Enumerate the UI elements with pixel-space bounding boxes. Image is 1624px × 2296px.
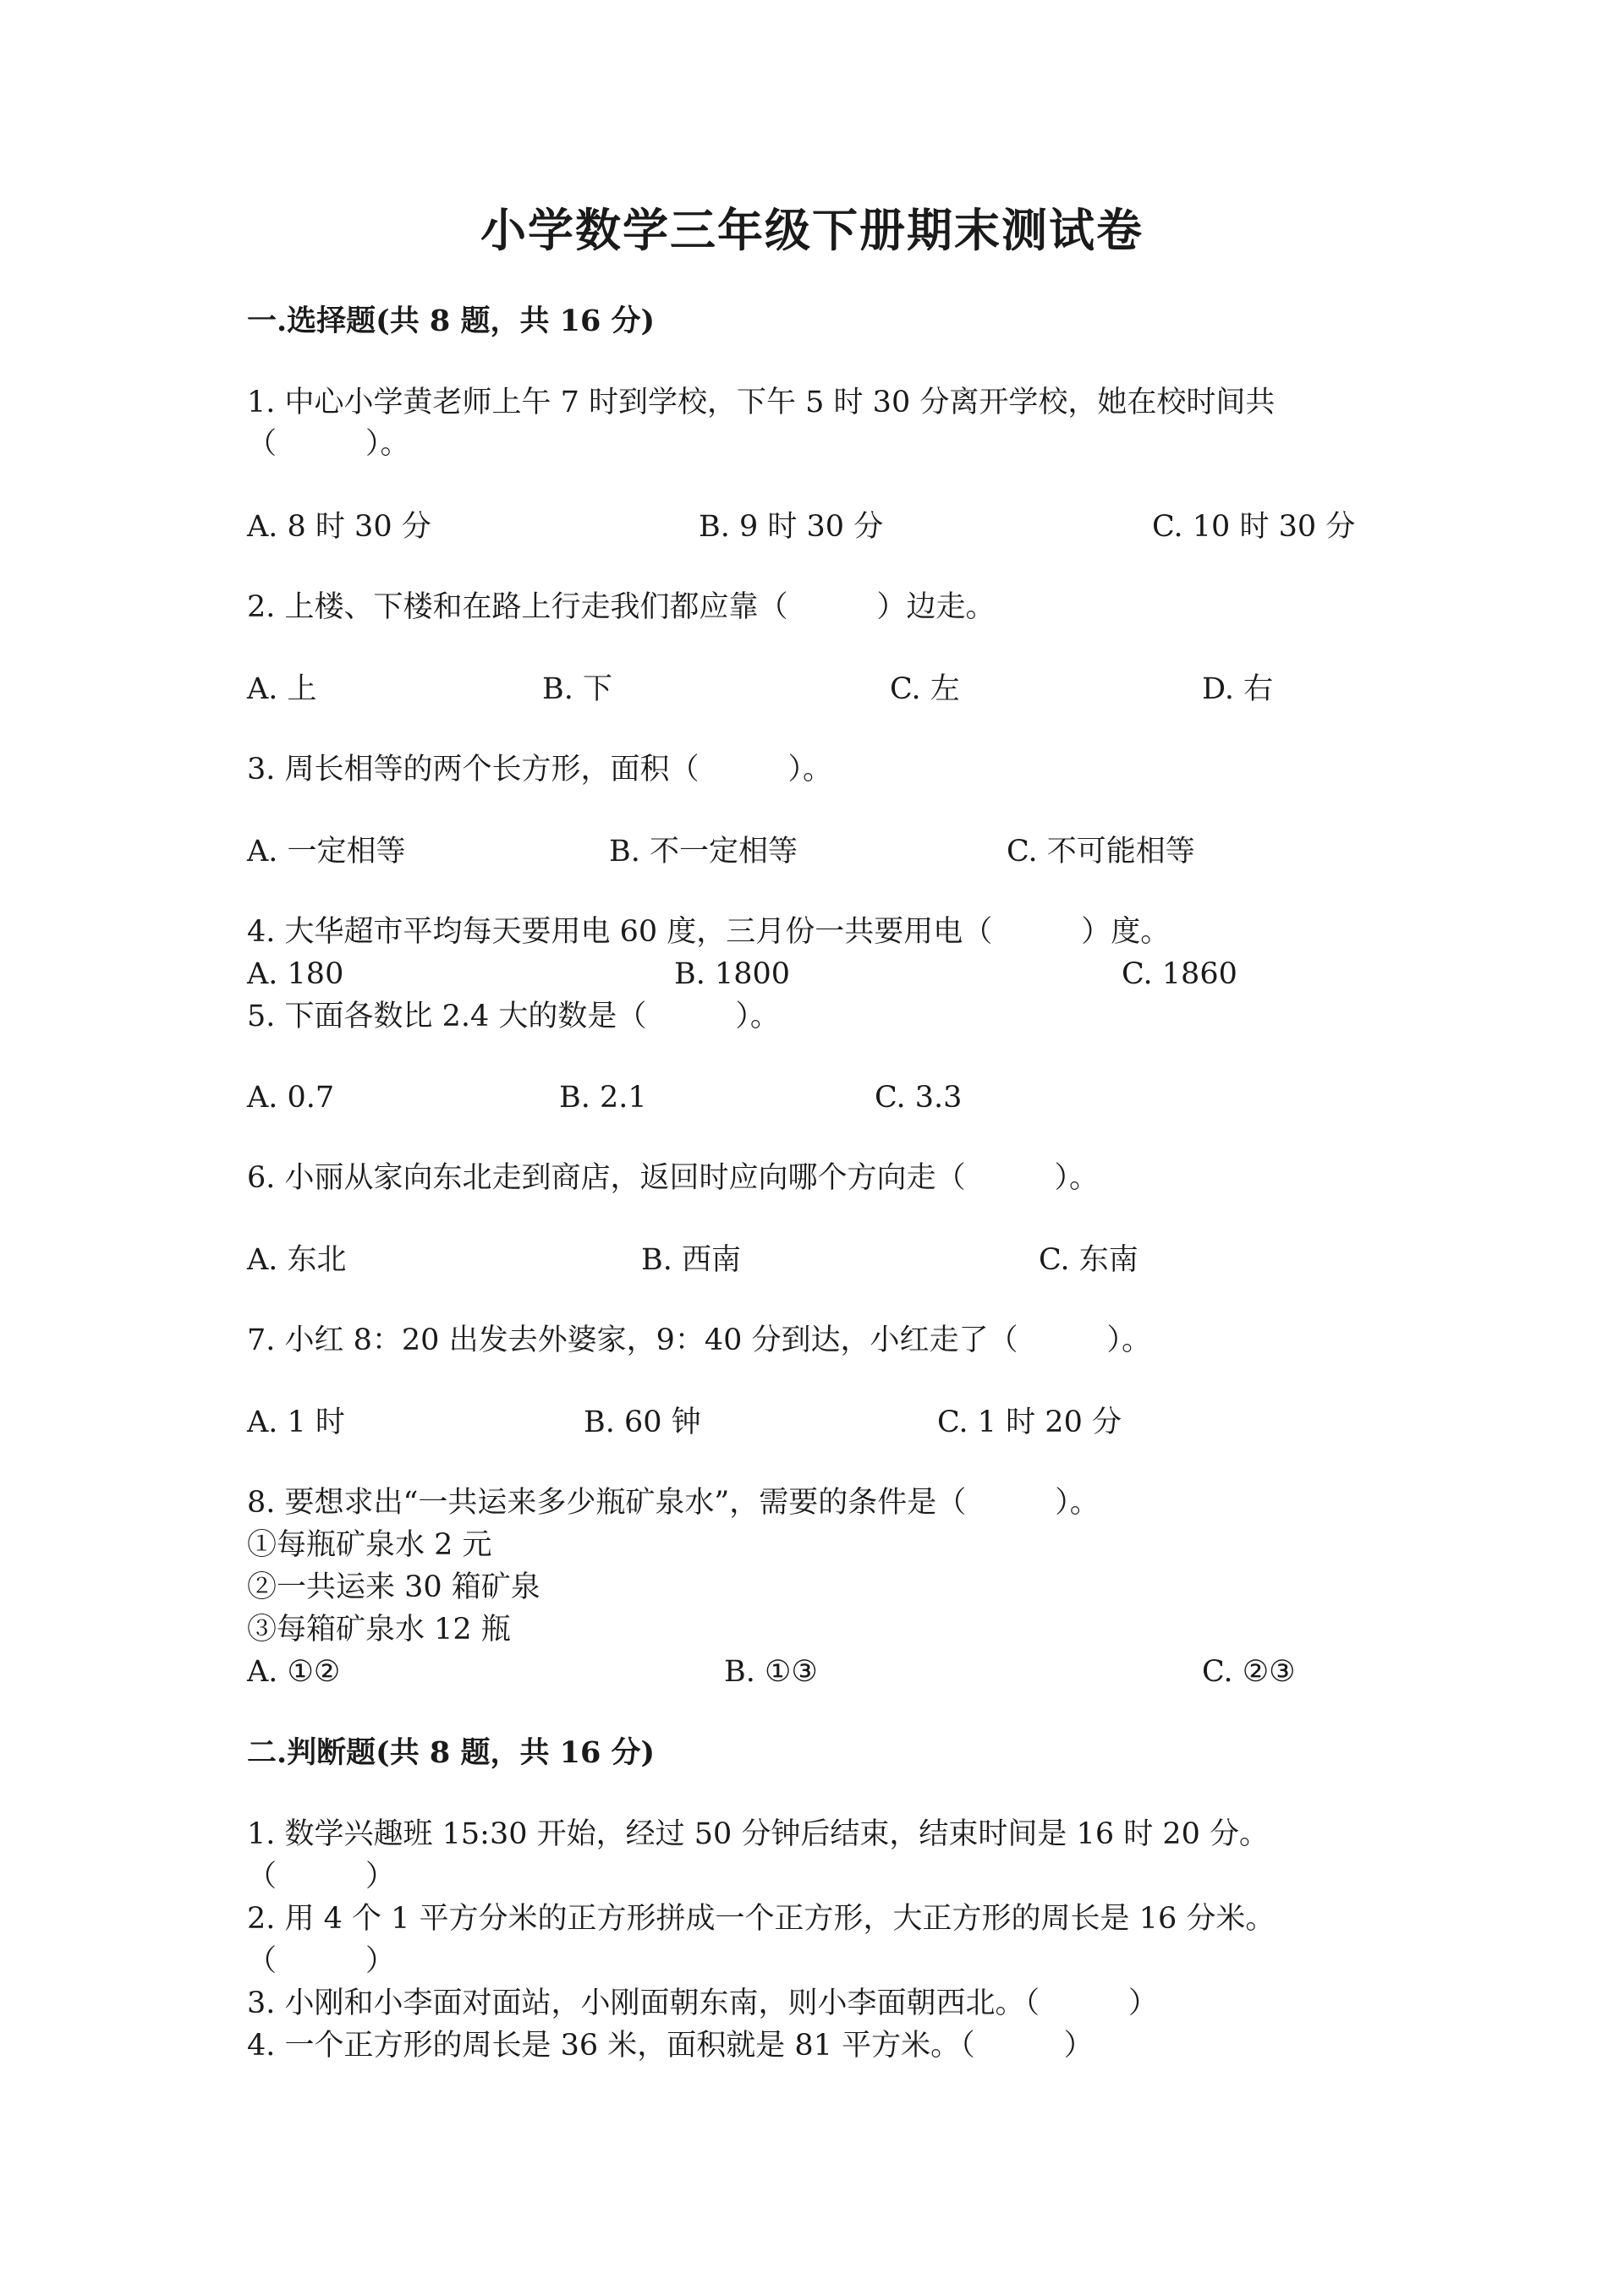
option-c: C. 3.3: [875, 1081, 963, 1115]
condition-item: ①每瓶矿泉水 2 元: [247, 1528, 492, 1562]
question-text: 1. 中心小学黄老师上午 7 时到学校，下午 5 时 30 分离开学校，她在校时间共: [247, 386, 1276, 419]
question-text: 2. 用 4 个 1 平方分米的正方形拼成一个正方形，大正方形的周长是 16 分米。: [247, 1902, 1276, 1936]
answer-bracket: （ ）: [247, 1944, 396, 1978]
question-text: 3. 小刚和小李面对面站，小刚面朝东南，则小李面朝西北。（ ）: [247, 1986, 1159, 2020]
question-text: 8. 要想求出“一共运来多少瓶矿泉水”，需要的条件是（ ）。: [247, 1486, 1100, 1520]
question-text: 4. 一个正方形的周长是 36 米，面积就是 81 平方米。（ ）: [247, 2029, 1094, 2063]
option-a: A. 东北: [247, 1243, 347, 1277]
option-c: C. 左: [890, 672, 960, 706]
question-text: 3. 周长相等的两个长方形，面积（ ）。: [247, 753, 833, 786]
option-c: C. 东南: [1039, 1243, 1138, 1277]
option-a: A. 1 时: [247, 1406, 345, 1439]
option-b: B. 9 时 30 分: [699, 510, 884, 544]
answer-bracket: （ ）: [247, 1860, 396, 1893]
question-text-continued: （ ）。: [247, 427, 410, 461]
condition-item: ③每箱矿泉水 12 瓶: [247, 1613, 511, 1647]
section-heading-multiple-choice: 一.选择题(共 8 题，共 16 分): [247, 304, 656, 338]
option-b: B. 60 钟: [584, 1406, 701, 1439]
option-a: A. 180: [247, 957, 344, 991]
option-c: C. 10 时 30 分: [1152, 510, 1356, 544]
option-c: C. ②③: [1202, 1655, 1296, 1689]
page-title: 小学数学三年级下册期末测试卷: [480, 203, 1144, 257]
option-a: A. ①②: [247, 1655, 341, 1689]
option-b: B. 不一定相等: [609, 835, 798, 869]
option-c: C. 1 时 20 分: [937, 1406, 1122, 1439]
section-heading-true-false: 二.判断题(共 8 题，共 16 分): [247, 1735, 656, 1770]
question-text: 5. 下面各数比 2.4 大的数是（ ）。: [247, 1000, 780, 1033]
option-c: C. 1860: [1122, 957, 1237, 991]
condition-item: ②一共运来 30 箱矿泉: [247, 1570, 540, 1604]
option-a: A. 上: [247, 672, 317, 706]
option-c: C. 不可能相等: [1007, 835, 1195, 869]
option-b: B. ①③: [724, 1655, 818, 1689]
option-a: A. 0.7: [247, 1081, 335, 1115]
question-text: 2. 上楼、下楼和在路上行走我们都应靠（ ）边走。: [247, 590, 996, 624]
option-d: D. 右: [1202, 672, 1274, 706]
option-b: B. 1800: [674, 957, 791, 991]
option-b: B. 西南: [641, 1243, 741, 1277]
question-text: 4. 大华超市平均每天要用电 60 度，三月份一共要用电（ ）度。: [247, 915, 1171, 949]
option-b: B. 2.1: [559, 1081, 647, 1115]
question-text: 7. 小红 8：20 出发去外婆家，9：40 分到达，小红走了（ ）。: [247, 1323, 1152, 1357]
option-b: B. 下: [542, 672, 612, 706]
question-text: 1. 数学兴趣班 15:30 开始，经过 50 分钟后结束，结束时间是 16 时 20 分。: [247, 1817, 1269, 1851]
option-a: A. 一定相等: [247, 835, 406, 869]
question-text: 6. 小丽从家向东北走到商店，返回时应向哪个方向走（ ）。: [247, 1161, 1100, 1195]
option-a: A. 8 时 30 分: [247, 510, 431, 544]
